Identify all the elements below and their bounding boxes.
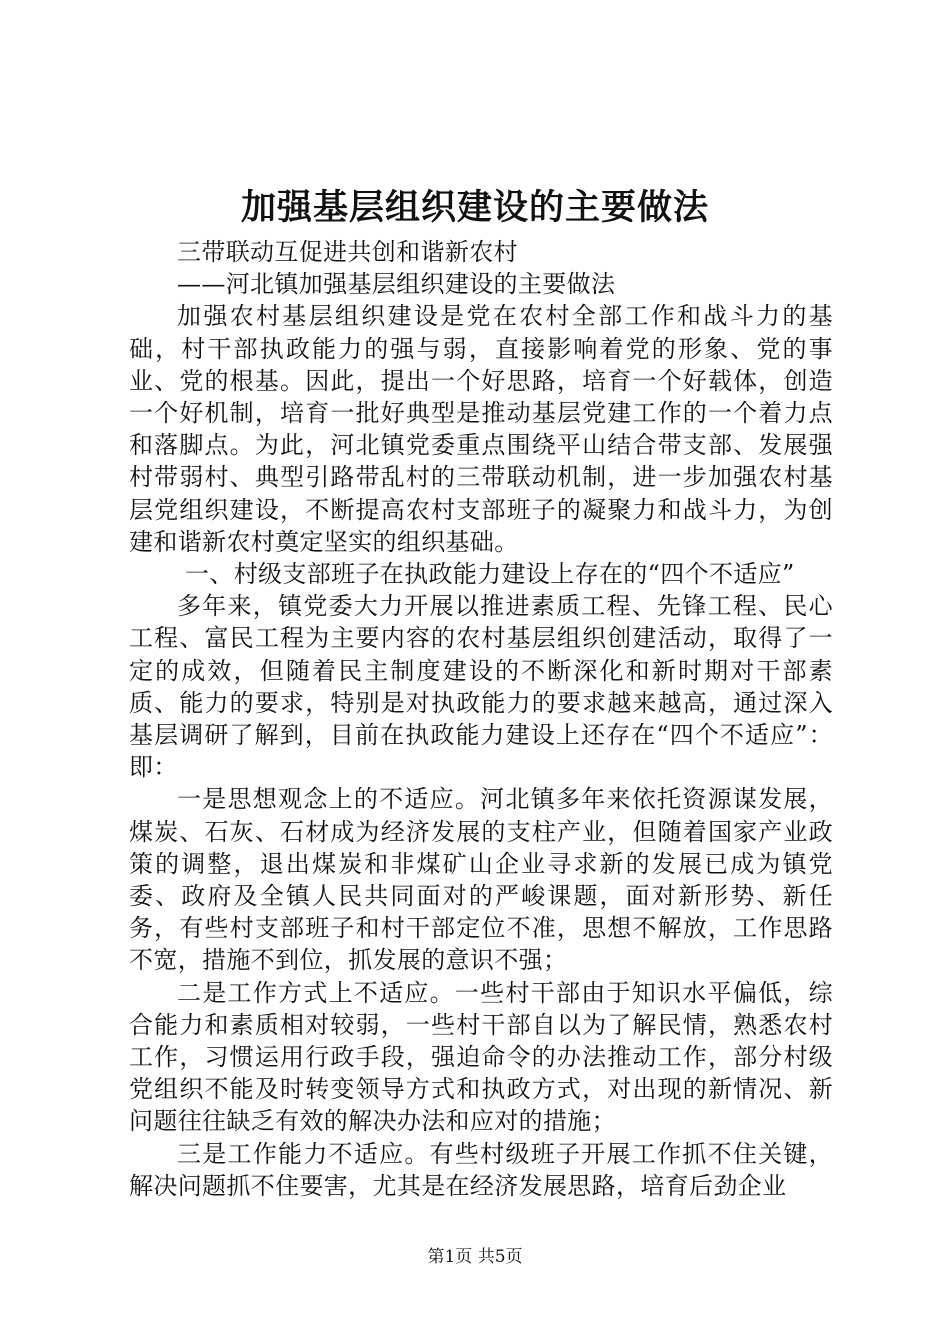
paragraph-point-2: 二是工作方式上不适应。一些村干部由于知识水平偏低，综合能力和素质相对较弱，一些村干部自以为了解民情，熟悉农村工作，习惯运用行政手段，强迫命令的办法推动工作，部分村级党组织不能及时转变领导方式和执政方式，对出现的新情况、新问题往往缺乏有效的解决办法和应对的措施；	[129, 978, 833, 1136]
paragraph-overview: 多年来，镇党委大力开展以推进素质工程、先锋工程、民心工程、富民工程为主要内容的农村基层组织创建活动，取得了一定的成效，但随着民主制度建设的不断深化和新时期对干部素质、能力的要求，特别是对执政能力的要求越来越高，通过深入基层调研了解到，目前在执政能力建设上还存在“四个不适应”：即：	[129, 592, 833, 782]
paragraph-point-1: 一是思想观念上的不适应。河北镇多年来依托资源谋发展，煤炭、石灰、石材成为经济发展的支柱产业，但随着国家产业政策的调整，退出煤炭和非煤矿山企业寻求新的发展已成为镇党委、政府及全镇人民共同面对的严峻课题，面对新形势、新任务，有些村支部班子和村干部定位不准，思想不解放，工作思路不宽，措施不到位，抓发展的意识不强；	[129, 785, 833, 975]
paragraph-intro: 加强农村基层组织建设是党在农村全部工作和战斗力的基础，村干部执政能力的强与弱，直接影响着党的形象、党的事业、党的根基。因此，提出一个好思路，培育一个好载体，创造一个好机制，培育一批好典型是推动基层党建工作的一个着力点和落脚点。为此，河北镇党委重点围绕平山结合带支部、发展强村带弱村、典型引路带乱村的三带联动机制，进一步加强农村基层党组织建设，不断提高农村支部班子的凝聚力和战斗力，为创建和谐新农村奠定坚实的组织基础。	[129, 302, 833, 556]
document-title: 加强基层组织建设的主要做法	[240, 187, 709, 228]
document-body	[129, 236, 833, 1202]
paragraph-point-3: 三是工作能力不适应。有些村级班子开展工作抓不住关键，解决问题抓不住要害，尤其是在经济发展思路，培育后劲企业	[129, 1139, 833, 1200]
section-heading-1: 一、村级支部班子在执政能力建设上存在的“四个不适应”	[185, 560, 795, 589]
page-number-footer: 第1页 共5页	[427, 1247, 523, 1267]
subtitle-line-1: 三带联动互促进共创和谐新农村	[177, 238, 518, 266]
subtitle-line-2: ——河北镇加强基层组织建设的主要做法	[177, 270, 616, 299]
